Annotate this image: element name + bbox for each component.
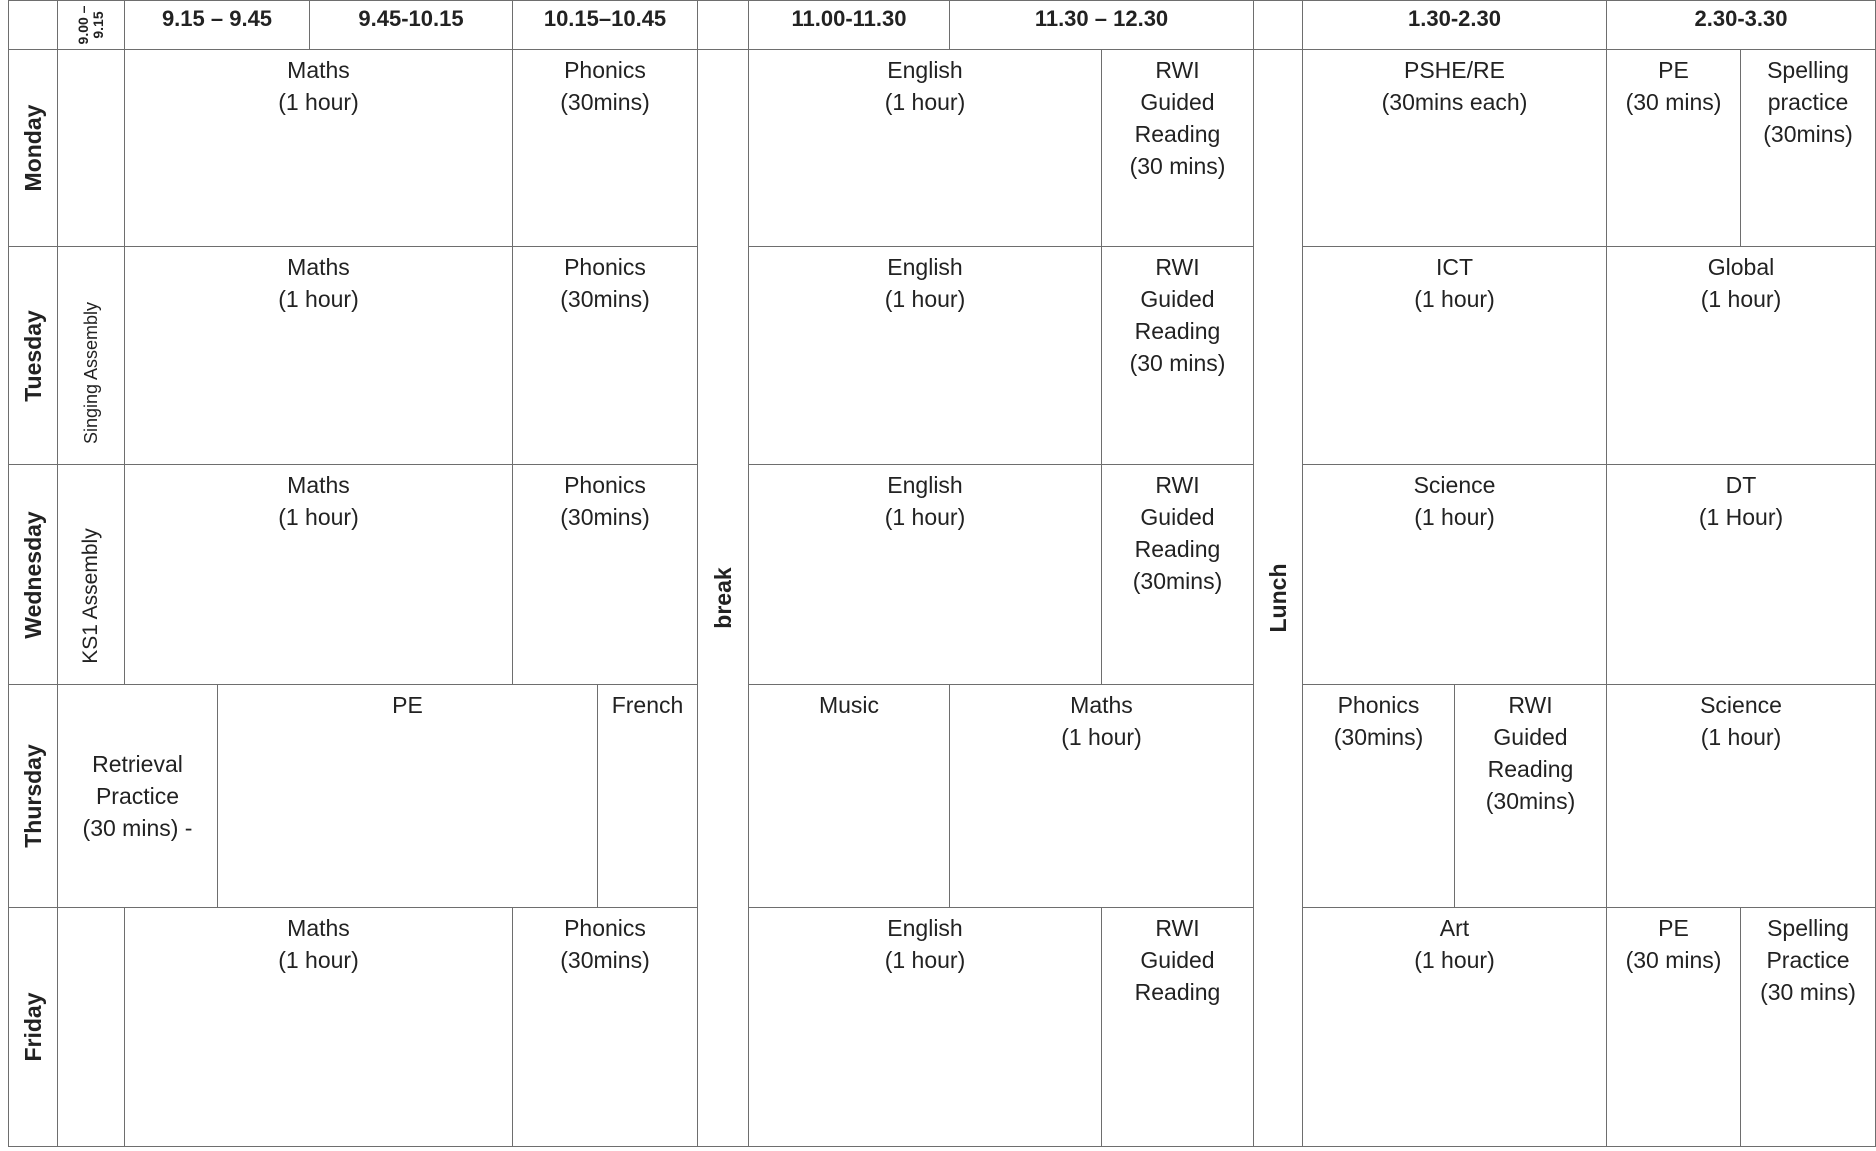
lesson-wednesday-english: [748, 464, 1102, 685]
register-time-end: 9.15: [90, 11, 106, 39]
lesson-title-line: Practice: [1766, 947, 1850, 973]
lesson-duration: (30 mins): [1760, 979, 1856, 1005]
singing-assembly-text: Singing Assembly: [81, 301, 101, 444]
lesson-duration: (1 hour): [1061, 724, 1142, 750]
lesson-duration: (1 hour): [278, 504, 359, 530]
lunch-column: [1253, 49, 1303, 1147]
lesson-duration: (1 hour): [1700, 286, 1782, 312]
lesson-title: PE: [392, 692, 423, 718]
lesson-title: ICT: [1435, 254, 1474, 280]
lesson-duration: (30mins): [560, 89, 650, 115]
lesson-thursday-pe: [217, 684, 598, 908]
lesson-title-line: Reading: [1134, 121, 1221, 147]
lesson-duration: (1 hour): [1414, 286, 1495, 312]
lesson-duration: (30mins): [1763, 121, 1853, 147]
lesson-wednesday-science: [1302, 464, 1607, 685]
lesson-title: RWI: [1155, 472, 1200, 498]
lesson-monday-rwi: [1101, 49, 1254, 247]
lesson-duration: (1 hour): [884, 286, 966, 312]
lesson-title: French: [611, 692, 684, 718]
lesson-duration: (30 mins): [1625, 89, 1722, 115]
lesson-title: Spelling: [1767, 57, 1849, 83]
lesson-friday-spelling: [1740, 907, 1876, 1147]
lesson-title-line: Guided: [1140, 286, 1215, 312]
lesson-friday-maths: [124, 907, 513, 1147]
lunch-text: Lunch: [1265, 563, 1291, 633]
lesson-duration: (30 mins) -: [82, 815, 193, 841]
lesson-wednesday-rwi: [1101, 464, 1254, 685]
ks1-assembly-text: KS1 Assembly: [79, 528, 102, 665]
lesson-title: Phonics: [564, 57, 646, 83]
lesson-title: PE: [1658, 57, 1689, 83]
lesson-tuesday-ict: [1302, 246, 1607, 465]
day-label-friday: [8, 907, 58, 1147]
lesson-thursday-rwi: [1454, 684, 1607, 908]
lesson-title: RWI: [1508, 692, 1553, 718]
lesson-monday-maths: [124, 49, 513, 247]
lesson-title: Science: [1700, 692, 1782, 718]
lesson-duration: (30 mins): [1625, 947, 1722, 973]
lesson-monday-pshe-re: [1302, 49, 1607, 247]
lesson-monday-english: [748, 49, 1102, 247]
lesson-tuesday-maths: [124, 246, 513, 465]
lesson-duration: (1 hour): [884, 89, 966, 115]
lesson-monday-spelling: [1740, 49, 1876, 247]
day-wednesday-text: Wednesday: [20, 510, 46, 639]
lesson-title-line: Reading: [1134, 318, 1221, 344]
lesson-friday-english: [748, 907, 1102, 1147]
day-friday-text: Friday: [20, 992, 46, 1062]
lesson-tuesday-phonics: [512, 246, 698, 465]
lesson-friday-pe: [1606, 907, 1741, 1147]
lesson-title: English: [887, 254, 963, 280]
register-friday: [57, 907, 125, 1147]
lesson-title: Science: [1413, 472, 1496, 498]
lesson-duration: (30mins): [560, 504, 650, 530]
lesson-title: Maths: [287, 472, 350, 498]
lesson-title: PE: [1658, 915, 1689, 941]
lesson-tuesday-global: [1606, 246, 1876, 465]
header-period-1: 9.15 – 9.45: [124, 0, 310, 50]
lesson-duration: (1 hour): [1414, 504, 1495, 530]
lesson-title: Spelling: [1767, 915, 1849, 941]
lesson-duration: (1 hour): [1414, 947, 1495, 973]
header-register-time: [57, 0, 125, 50]
lesson-duration: (1 hour): [884, 947, 966, 973]
lesson-title: Phonics: [564, 472, 646, 498]
lesson-title-line: Reading: [1134, 536, 1221, 562]
lesson-title: Maths: [287, 57, 350, 83]
header-period-5: 11.30 – 12.30: [949, 0, 1254, 50]
lesson-duration: (1 Hour): [1698, 504, 1784, 530]
lesson-title-line: Guided: [1140, 504, 1215, 530]
day-thursday-text: Thursday: [20, 744, 46, 848]
header-period-4: 11.00-11.30: [748, 0, 950, 50]
day-tuesday-text: Tuesday: [20, 309, 46, 402]
lesson-thursday-maths: [949, 684, 1254, 908]
lesson-title-line: Reading: [1487, 756, 1574, 782]
lesson-title-line: Reading: [1134, 979, 1221, 1005]
lesson-duration: (30mins): [560, 947, 650, 973]
lesson-duration: (1 hour): [278, 89, 359, 115]
break-text: break: [710, 567, 736, 629]
assembly-wednesday: [57, 464, 125, 685]
lesson-title: Maths: [287, 915, 350, 941]
lesson-title: Maths: [1070, 692, 1133, 718]
lesson-title-line: Practice: [95, 783, 180, 809]
lesson-wednesday-phonics: [512, 464, 698, 685]
lesson-thursday-french: [597, 684, 698, 908]
lesson-tuesday-english: [748, 246, 1102, 465]
day-label-wednesday: [8, 464, 58, 685]
lesson-title: English: [887, 915, 963, 941]
lesson-duration: (30 mins): [1129, 350, 1226, 376]
lesson-title: Phonics: [1337, 692, 1420, 718]
day-label-monday: [8, 49, 58, 247]
lesson-duration: (1 hour): [278, 947, 359, 973]
lesson-friday-art: [1302, 907, 1607, 1147]
lesson-title: Music: [818, 692, 880, 718]
lesson-title-line: Guided: [1140, 947, 1215, 973]
lesson-thursday-phonics: [1302, 684, 1455, 908]
register-time-start: 9.00 –: [75, 5, 91, 45]
lesson-duration: (30mins): [560, 286, 650, 312]
lesson-title: Phonics: [564, 915, 646, 941]
lesson-duration: (1 hour): [1700, 724, 1782, 750]
lesson-friday-phonics: [512, 907, 698, 1147]
register-monday: [57, 49, 125, 247]
assembly-tuesday: [57, 246, 125, 465]
lesson-title-line: practice: [1767, 89, 1849, 115]
lesson-monday-pe: [1606, 49, 1741, 247]
lesson-thursday-retrieval: [57, 684, 218, 908]
lesson-duration: (30mins): [1132, 568, 1223, 594]
header-period-6: 1.30-2.30: [1302, 0, 1607, 50]
header-lunch-top: [1253, 0, 1303, 50]
header-corner: [8, 0, 58, 50]
lesson-title: Art: [1439, 915, 1470, 941]
lesson-duration: (1 hour): [884, 504, 966, 530]
day-label-thursday: [8, 684, 58, 908]
lesson-duration: (30mins each): [1381, 89, 1528, 115]
lesson-duration: (30 mins): [1129, 153, 1226, 179]
header-period-7: 2.30-3.30: [1606, 0, 1876, 50]
header-break-top: [697, 0, 749, 50]
lesson-duration: (30mins): [1485, 788, 1576, 814]
lesson-title-line: Guided: [1493, 724, 1568, 750]
lesson-friday-rwi: [1101, 907, 1254, 1147]
lesson-thursday-music: [748, 684, 950, 908]
lesson-title: Global: [1707, 254, 1775, 280]
header-period-3: 10.15–10.45: [512, 0, 698, 50]
day-label-tuesday: [8, 246, 58, 465]
lesson-monday-phonics: [512, 49, 698, 247]
lesson-title: PSHE/RE: [1404, 57, 1505, 83]
lesson-title: RWI: [1155, 254, 1200, 280]
lesson-title: Maths: [287, 254, 350, 280]
break-column: [697, 49, 749, 1147]
lesson-title: English: [887, 57, 963, 83]
lesson-title: RWI: [1155, 915, 1200, 941]
lesson-thursday-science: [1606, 684, 1876, 908]
lesson-title: DT: [1725, 472, 1757, 498]
lesson-title-line: Guided: [1140, 89, 1215, 115]
lesson-duration: (30mins): [1333, 724, 1424, 750]
lesson-tuesday-rwi: [1101, 246, 1254, 465]
lesson-title: Retrieval: [92, 751, 183, 777]
header-period-2: 9.45-10.15: [309, 0, 513, 50]
lesson-duration: (1 hour): [278, 286, 359, 312]
lesson-title: RWI: [1155, 57, 1200, 83]
lesson-wednesday-dt: [1606, 464, 1876, 685]
lesson-title: Phonics: [564, 254, 646, 280]
day-monday-text: Monday: [20, 104, 46, 192]
lesson-wednesday-maths: [124, 464, 513, 685]
lesson-title: English: [887, 472, 963, 498]
